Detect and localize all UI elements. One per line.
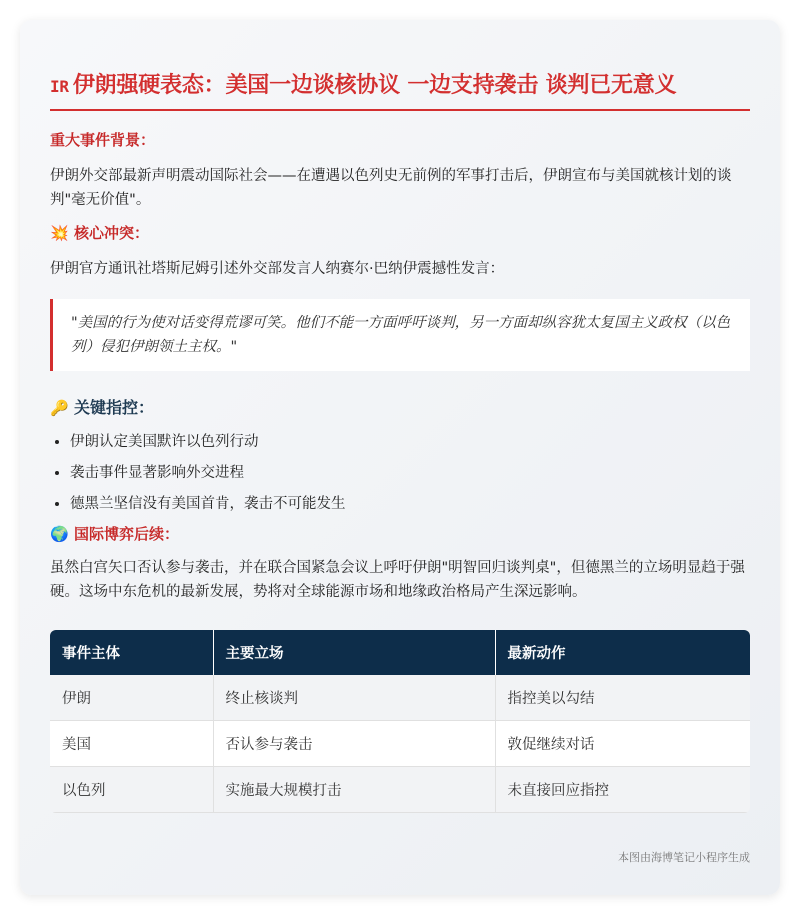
iran-flag-icon: IR [50,77,69,96]
list-item: • 德黑兰坚信没有美国首肯，袭击不可能发生 [70,492,750,516]
key-icon: 🔑 [50,399,69,417]
list-item: • 袭击事件显著影响外交进程 [70,461,750,485]
table-cell: 伊朗 [50,675,213,721]
table-header-cell: 最新动作 [495,630,750,675]
list-item: • 伊朗认定美国默许以色列行动 [70,430,750,454]
table-row [50,767,750,813]
table-cell: 以色列 [50,767,213,813]
article-card [20,20,780,895]
table-cell: 敦促继续对话 [495,721,750,767]
spokesperson-quote: "美国的行为使对话变得荒谬可笑。他们不能一方面呼吁谈判，另一方面却纵容犹太复国主义政权（以色列）侵犯伊朗领土主权。" [50,299,750,371]
page-title [50,68,750,111]
summary-table [50,630,750,813]
table-row [50,675,750,721]
conflict-text: 伊朗官方通讯社塔斯尼姆引述外交部发言人纳赛尔·巴纳伊震撼性发言： [50,261,505,277]
table-cell: 美国 [50,721,213,767]
aftermath-text: 虽然白宫矢口否认参与袭击，并在联合国紧急会议上呼吁伊朗"明智回归谈判桌"，但德黑兰的立场明显趋于强硬。这场中东危机的最新发展，势将对全球能源市场和地缘政治格局产生深远影响。 [50,560,745,600]
table-row [50,721,750,767]
collision-icon: 💥 [50,224,69,242]
table-cell: 终止核谈判 [213,675,495,721]
table-cell: 指控美以勾结 [495,675,750,721]
title-text: 伊朗强硬表态：美国一边谈核协议 一边支持袭击 谈判已无意义 [72,73,677,98]
table-cell: 否认参与袭击 [213,721,495,767]
accusations-list [50,430,750,516]
table-header-cell: 主要立场 [213,630,495,675]
table-header-row [50,630,750,675]
background-text: 伊朗外交部最新声明震动国际社会——在遭遇以色列史无前例的军事打击后，伊朗宣布与美国就核计划的谈判"毫无价值"。 [50,168,732,208]
conflict-heading-label: 核心冲突： [74,224,150,242]
conflict-heading [50,222,750,243]
aftermath-heading [50,523,750,544]
aftermath-heading-label: 国际博弈后续： [74,525,180,543]
table-cell: 实施最大规模打击 [213,767,495,813]
accusations-heading [50,395,750,418]
footer-credit: 本图由海博笔记小程序生成 [618,851,750,864]
table-cell: 未直接回应指控 [495,767,750,813]
table-header-cell: 事件主体 [50,630,213,675]
accusations-heading-label: 关键指控： [74,398,155,417]
globe-icon: 🌍 [50,525,69,543]
background-heading: 重大事件背景： [50,131,156,149]
